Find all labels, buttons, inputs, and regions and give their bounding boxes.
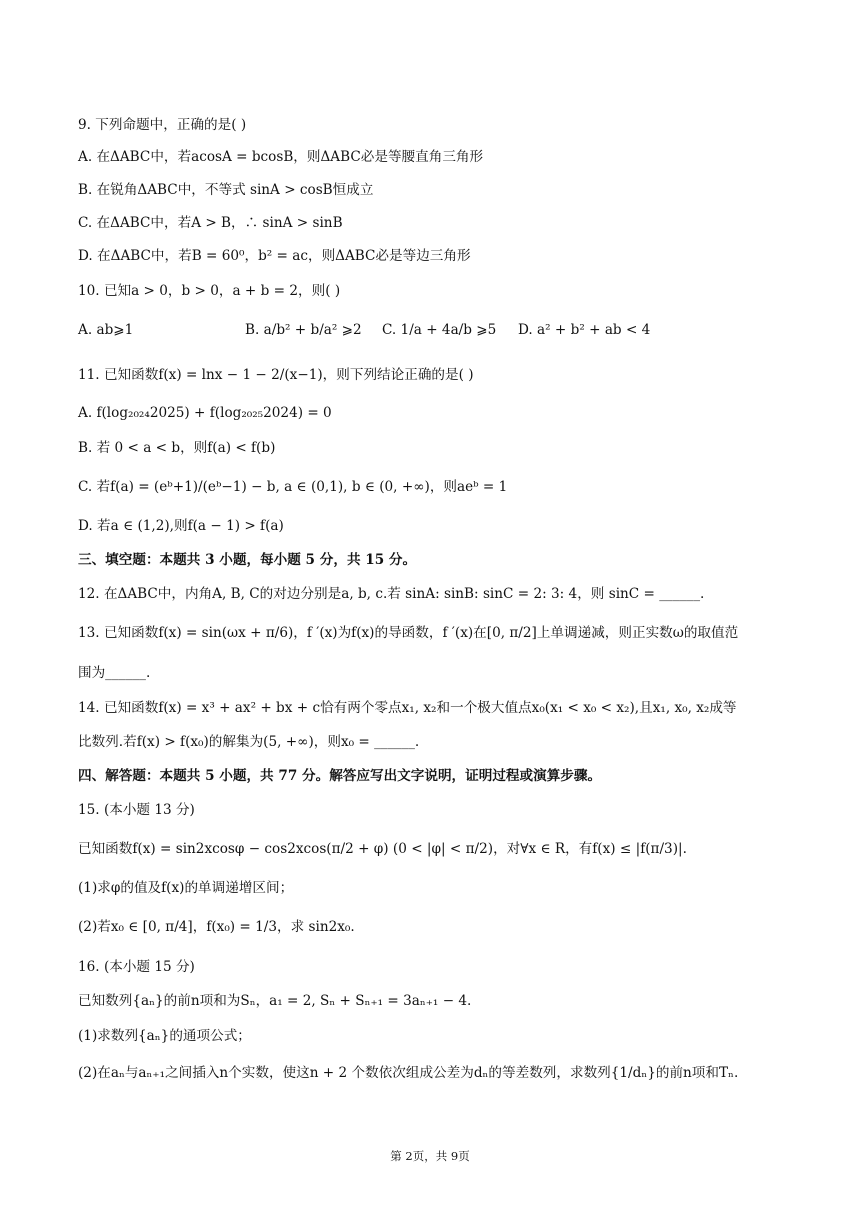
text-line-q14b: 比数列.若f(x) > f(x₀)的解集为(5, +∞)，则x₀ = ______. (78, 734, 420, 750)
text-line-q16s: 已知数列{aₙ}的前n项和为Sₙ，a₁ = 2, Sₙ + Sₙ₊₁ = 3aₙ₊₁ − 4. (78, 993, 472, 1009)
option-q10a: A. ab⩾1 (78, 322, 134, 338)
text-line-sec3: 三、填空题：本题共 3 小题，每小题 5 分，共 15 分。 (78, 552, 417, 568)
text-line-q9: 9. 下列命题中，正确的是( ) (78, 117, 247, 133)
text-line-q11b: B. 若 0 < a < b，则f(a) < f(b) (78, 440, 276, 456)
text-line-q9b: B. 在锐角ΔABC中，不等式 sinA > cosB恒成立 (78, 182, 374, 198)
text-line-q16: 16. (本小题 15 分) (78, 959, 195, 975)
text-line-sec4: 四、解答题：本题共 5 小题，共 77 分。解答应写出文字说明，证明过程或演算步骤。 (78, 768, 602, 784)
text-line-q13: 13. 已知函数f(x) = sin(ωx + π/6)，f ′(x)为f(x)的导函数，f ′(x)在[0, π/2]上单调递减，则正实数ω的取值范 (78, 625, 739, 641)
text-line-q15: 15. (本小题 13 分) (78, 802, 195, 818)
text-line-q15p2: (2)若x₀ ∈ [0, π/4]，f(x₀) = 1/3，求 sin2x₀. (78, 919, 355, 935)
option-q10d: D. a² + b² + ab < 4 (518, 322, 651, 338)
text-line-q11c: C. 若f(a) = (eᵇ+1)/(eᵇ−1) − b, a ∈ (0,1), b ∈ (0, +∞)，则aeᵇ = 1 (78, 479, 508, 495)
option-q10b: B. a/b² + b/a² ⩾2 (245, 322, 362, 338)
text-line-q15p1: (1)求φ的值及f(x)的单调递增区间； (78, 880, 294, 896)
text-line-q9d: D. 在ΔABC中，若B = 60⁰，b² = ac，则ΔABC必是等边三角形 (78, 248, 471, 264)
text-line-q15s: 已知函数f(x) = sin2xcosφ − cos2xcos(π/2 + φ) (0 < |φ| < π/2)，对∀x ∈ R，有f(x) ≤ |f(π/3)|. (78, 841, 687, 857)
text-line-q10: 10. 已知a > 0，b > 0，a + b = 2，则( ) (78, 283, 341, 299)
text-line-q11a: A. f(log₂₀₂₄2025) + f(log₂₀₂₅2024) = 0 (78, 405, 332, 421)
text-line-q16p1: (1)求数列{aₙ}的通项公式； (78, 1028, 251, 1044)
text-line-q13b: 围为______. (78, 665, 151, 681)
text-line-q9c: C. 在ΔABC中，若A > B，∴ sinA > sinB (78, 215, 343, 231)
text-line-q14: 14. 已知函数f(x) = x³ + ax² + bx + c恰有两个零点x₁, x₂和一个极大值点x₀(x₁ < x₀ < x₂),且x₁, x₀, x₂成等 (78, 700, 737, 716)
text-line-q11: 11. 已知函数f(x) = lnx − 1 − 2/(x−1)，则下列结论正确的是( ) (78, 367, 474, 383)
text-line-q16p2: (2)在aₙ与aₙ₊₁之间插入n个实数，使这n + 2 个数依次组成公差为dₙ的等差数列，求数列{1/dₙ}的前n项和Tₙ. (78, 1065, 739, 1081)
option-q10c: C. 1/a + 4a/b ⩾5 (382, 322, 497, 338)
page-footer: 第 2页，共 9页 (390, 1149, 470, 1163)
text-line-q11d: D. 若a ∈ (1,2),则f(a − 1) > f(a) (78, 518, 284, 534)
text-line-q9a: A. 在ΔABC中，若acosA = bcosB，则ΔABC必是等腰直角三角形 (78, 149, 484, 165)
text-line-q12: 12. 在ΔABC中，内角A, B, C的对边分别是a, b, c.若 sinA: sinB: sinC = 2: 3: 4，则 sinC = ______. (78, 586, 705, 602)
